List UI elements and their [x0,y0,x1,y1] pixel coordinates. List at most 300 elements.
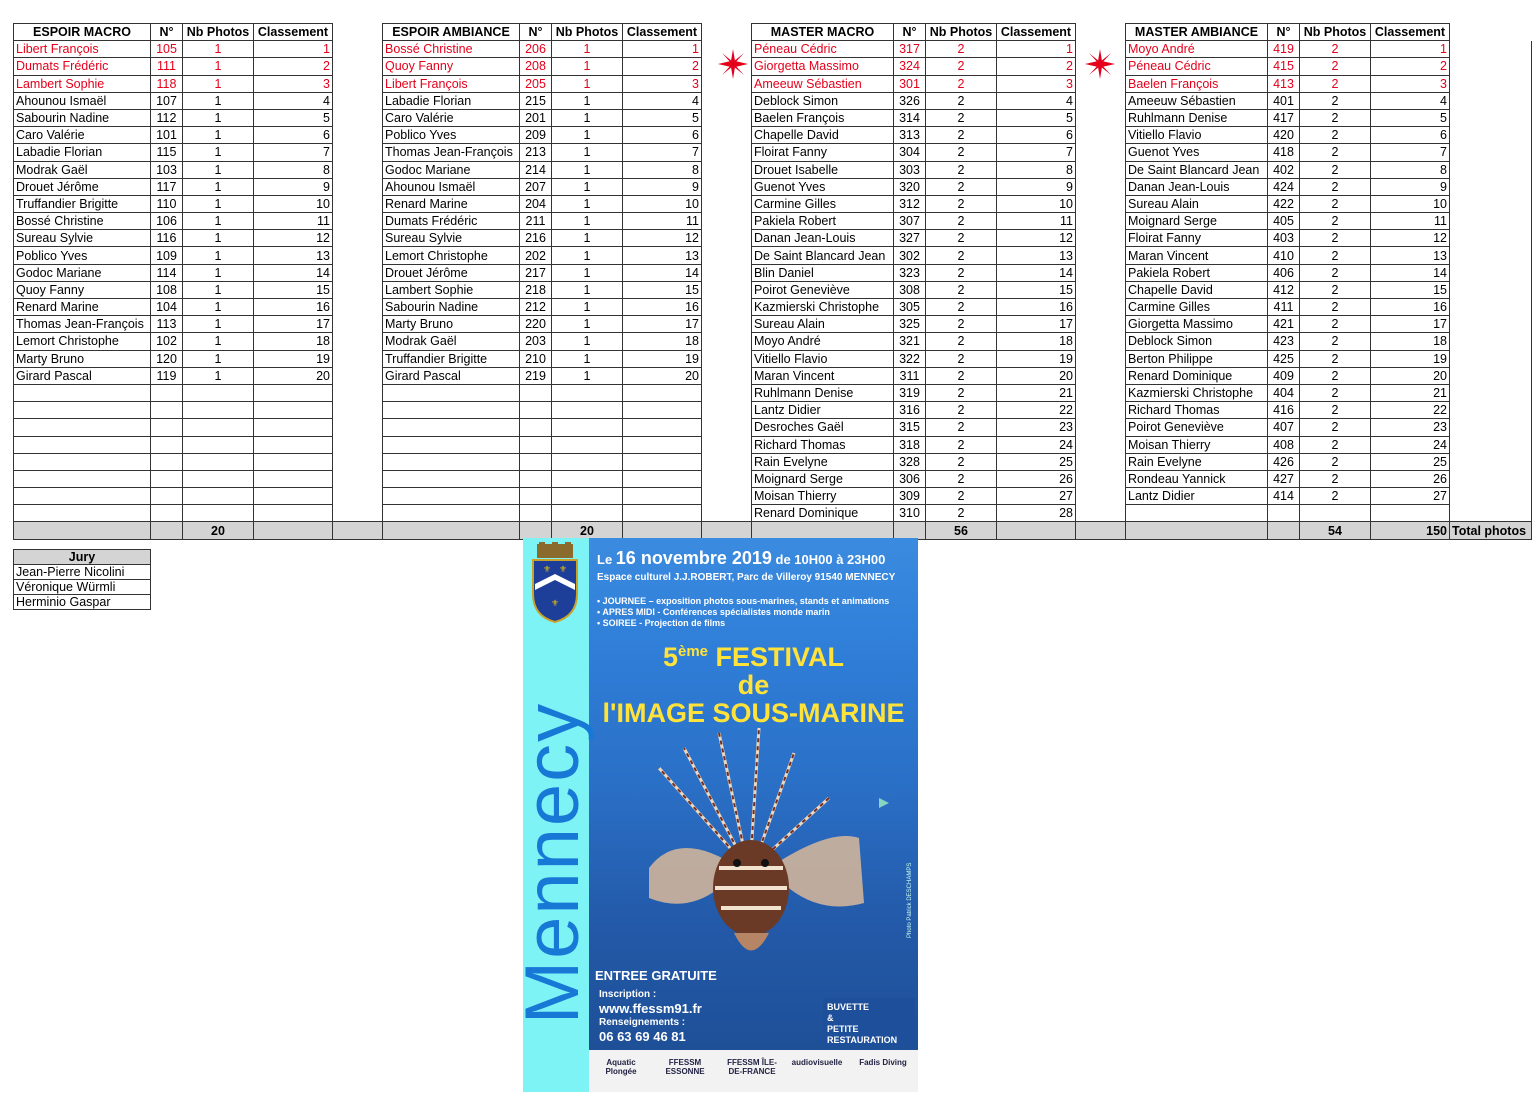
photos-cell: 2 [926,402,997,419]
name-cell [1126,505,1268,522]
column-header: Nb Photos [926,24,997,41]
number-cell [151,419,183,436]
number-cell: 108 [151,281,183,298]
photos-cell: 1 [183,333,254,350]
name-cell: De Saint Blancard Jean [1126,161,1268,178]
table-row [14,195,1532,212]
photos-cell [183,505,254,522]
photos-cell: 2 [926,299,997,316]
number-cell: 323 [894,264,926,281]
rank-cell: 10 [254,195,333,212]
photos-cell [1300,505,1371,522]
number-cell [151,384,183,401]
photos-cell: 2 [926,144,997,161]
rank-cell: 23 [997,419,1076,436]
name-cell: Floirat Fanny [752,144,894,161]
rank-cell: 14 [1371,264,1450,281]
total-cell [14,522,151,539]
photos-cell: 1 [552,178,623,195]
photos-cell: 2 [1300,333,1371,350]
photos-cell: 2 [926,161,997,178]
photos-cell: 2 [1300,127,1371,144]
spacer-cell [333,436,383,453]
spacer-cell [1450,247,1532,264]
column-header: N° [151,24,183,41]
rank-cell: 7 [623,144,702,161]
rank-cell: 16 [254,299,333,316]
name-cell: Truffandier Brigitte [383,350,520,367]
name-cell: Labadie Florian [383,92,520,109]
rank-cell [1371,505,1450,522]
photos-cell [183,402,254,419]
rank-cell: 4 [997,92,1076,109]
photos-cell: 2 [926,109,997,126]
rank-cell: 14 [254,264,333,281]
spacer-cell [1450,161,1532,178]
photos-cell: 2 [1300,419,1371,436]
photos-cell: 1 [552,247,623,264]
name-cell: Poirot Geneviève [752,281,894,298]
rank-cell: 4 [1371,92,1450,109]
star-icon [1085,49,1115,79]
table-row [14,178,1532,195]
photos-total-cell: 54 [1300,522,1371,539]
photos-cell: 2 [926,367,997,384]
spacer-cell [333,384,383,401]
table-row [14,419,1532,436]
rank-cell: 21 [997,384,1076,401]
name-cell: Ahounou Ismaël [14,92,151,109]
rank-cell: 23 [1371,419,1450,436]
total-cell [520,522,552,539]
spacer-cell [1450,195,1532,212]
number-cell: 422 [1268,195,1300,212]
number-cell: 111 [151,58,183,75]
number-cell: 213 [520,144,552,161]
spacer-cell [333,230,383,247]
photos-cell: 1 [183,264,254,281]
name-cell: Lambert Sophie [383,281,520,298]
number-cell [151,453,183,470]
name-cell: Libert François [14,41,151,58]
rank-cell: 27 [1371,488,1450,505]
spacer-cell [702,264,752,281]
number-cell: 325 [894,316,926,333]
buvette-line: & [827,1013,834,1023]
photos-cell: 2 [1300,350,1371,367]
rank-cell: 6 [254,127,333,144]
name-cell [383,384,520,401]
spacer-cell [1450,58,1532,75]
buvette-line: PETITE [827,1024,859,1034]
spacer-cell [1076,367,1126,384]
spacer-cell [702,436,752,453]
number-cell: 118 [151,75,183,92]
number-cell: 307 [894,213,926,230]
number-cell: 210 [520,350,552,367]
jury-table [13,549,151,610]
number-cell: 114 [151,264,183,281]
name-cell: Berton Philippe [1126,350,1268,367]
name-cell: Blin Daniel [752,264,894,281]
photos-cell: 2 [1300,75,1371,92]
total-cell [254,522,333,539]
number-cell: 401 [1268,92,1300,109]
photos-cell [552,402,623,419]
photos-cell: 1 [552,213,623,230]
rank-cell: 20 [254,367,333,384]
photos-cell: 1 [552,41,623,58]
rank-cell [623,402,702,419]
sponsor-logo: FFESSM ÎLE-DE-FRANCE [727,1058,777,1076]
photos-cell: 2 [1300,264,1371,281]
photos-cell: 1 [183,281,254,298]
number-cell: 116 [151,230,183,247]
number-cell: 419 [1268,41,1300,58]
number-cell: 215 [520,92,552,109]
photos-cell: 2 [1300,281,1371,298]
spacer-cell [1076,299,1126,316]
name-cell: Carmine Gilles [1126,299,1268,316]
photos-cell: 1 [183,178,254,195]
info-phone: 06 63 69 46 81 [599,1029,686,1044]
name-cell: Ruhlmann Denise [1126,109,1268,126]
number-cell: 113 [151,316,183,333]
column-header: N° [1268,24,1300,41]
rank-cell: 24 [1371,436,1450,453]
name-cell: Rain Evelyne [752,453,894,470]
number-cell: 302 [894,247,926,264]
number-cell: 311 [894,367,926,384]
lionfish-image [589,728,918,968]
spacer-cell [333,264,383,281]
number-cell: 413 [1268,75,1300,92]
jury-title: Jury [14,550,151,565]
spacer-cell [1450,264,1532,281]
rank-cell: 3 [623,75,702,92]
photos-cell: 2 [1300,41,1371,58]
spacer-cell [702,402,752,419]
number-cell: 120 [151,350,183,367]
column-header: ESPOIR MACRO [14,24,151,41]
name-cell: Péneau Cédric [752,41,894,58]
spacer-cell [333,419,383,436]
photos-cell: 1 [183,58,254,75]
name-cell: Maran Vincent [752,367,894,384]
photos-cell: 1 [552,144,623,161]
photos-total-cell: 56 [926,522,997,539]
rank-cell: 16 [623,299,702,316]
photos-cell [552,488,623,505]
spacer-cell [333,24,383,41]
spacer-cell [333,161,383,178]
name-cell: Bossé Christine [383,41,520,58]
photos-cell: 1 [552,109,623,126]
name-cell: Moisan Thierry [1126,436,1268,453]
number-cell: 202 [520,247,552,264]
column-header: Classement [997,24,1076,41]
total-cell [894,522,926,539]
photos-cell: 1 [552,230,623,247]
name-cell: Sureau Sylvie [383,230,520,247]
spacer-cell [702,230,752,247]
column-header: Classement [623,24,702,41]
date-main: 16 novembre 2019 [615,548,772,568]
spacer-cell [1076,24,1126,41]
rank-cell: 8 [623,161,702,178]
name-cell: Carmine Gilles [752,195,894,212]
name-cell: Marty Bruno [383,316,520,333]
number-cell: 102 [151,333,183,350]
rank-cell: 13 [1371,247,1450,264]
town-crest-icon [529,544,581,624]
program-line: • SOIREE - Projection de films [597,618,726,628]
name-cell: Godoc Mariane [14,264,151,281]
rank-cell: 7 [254,144,333,161]
photos-cell: 2 [1300,109,1371,126]
photos-cell: 2 [926,384,997,401]
rank-cell: 27 [997,488,1076,505]
rank-cell: 11 [1371,213,1450,230]
rank-cell: 17 [1371,316,1450,333]
name-cell: Kazmierski Christophe [752,299,894,316]
name-cell: Bossé Christine [14,213,151,230]
rank-cell: 9 [1371,178,1450,195]
number-cell [520,402,552,419]
name-cell: Richard Thomas [1126,402,1268,419]
spacer-cell [333,470,383,487]
photos-cell: 2 [1300,144,1371,161]
number-cell: 415 [1268,58,1300,75]
rank-cell [623,488,702,505]
rank-cell: 17 [997,316,1076,333]
photos-total-cell: 20 [183,522,254,539]
spacer-cell [1450,281,1532,298]
table-row [14,213,1532,230]
rank-cell: 18 [623,333,702,350]
total-cell [1268,522,1300,539]
photos-cell: 2 [926,505,997,522]
rank-cell: 26 [1371,470,1450,487]
name-cell: Sabourin Nadine [383,299,520,316]
buvette-line: BUVETTE [827,1002,870,1012]
rank-cell: 9 [623,178,702,195]
photos-cell: 2 [926,436,997,453]
photos-cell: 1 [552,195,623,212]
rank-cell: 18 [1371,333,1450,350]
rank-cell: 6 [997,127,1076,144]
rank-cell: 2 [254,58,333,75]
photos-cell: 1 [183,299,254,316]
number-cell [520,470,552,487]
name-cell [383,402,520,419]
photos-cell: 2 [926,92,997,109]
name-cell: Renard Marine [14,299,151,316]
name-cell: Dumats Frédéric [383,213,520,230]
rank-cell: 19 [997,350,1076,367]
rank-cell: 1 [1371,41,1450,58]
number-cell: 208 [520,58,552,75]
rank-cell: 20 [1371,367,1450,384]
jury-member: Véronique Würmli [14,580,151,595]
spacer-cell [702,367,752,384]
rank-cell: 22 [997,402,1076,419]
number-cell: 403 [1268,230,1300,247]
photos-cell: 1 [552,127,623,144]
number-cell: 416 [1268,402,1300,419]
name-cell: Modrak Gaël [14,161,151,178]
table-row [14,281,1532,298]
spacer-cell [1076,195,1126,212]
photos-cell: 2 [1300,58,1371,75]
name-cell: Moisan Thierry [752,488,894,505]
name-cell: Baelen François [1126,75,1268,92]
spacer-cell [1076,384,1126,401]
rank-cell: 16 [997,299,1076,316]
spacer-cell [702,195,752,212]
rank-cell: 3 [1371,75,1450,92]
name-cell: Sabourin Nadine [14,109,151,126]
rank-cell [254,470,333,487]
photos-cell: 1 [183,367,254,384]
rank-cell: 5 [1371,109,1450,126]
number-cell: 407 [1268,419,1300,436]
sponsor-logo: FFESSM ESSONNE [665,1058,705,1076]
total-cell [623,522,702,539]
photos-cell: 2 [1300,402,1371,419]
spacer-cell [1450,299,1532,316]
poster-program [597,596,889,629]
rank-cell [623,436,702,453]
name-cell: Ahounou Ismaël [383,178,520,195]
name-cell: Ameeuw Sébastien [752,75,894,92]
number-cell: 308 [894,281,926,298]
name-cell: Giorgetta Massimo [752,58,894,75]
spacer-cell [1450,109,1532,126]
spacer-cell [702,178,752,195]
sponsor-logo: Fadis Diving [859,1058,907,1067]
table-row [14,144,1532,161]
photos-cell: 1 [183,161,254,178]
photos-cell [552,384,623,401]
name-cell: Renard Dominique [1126,367,1268,384]
number-cell: 205 [520,75,552,92]
photos-cell: 1 [183,75,254,92]
spacer-cell [333,195,383,212]
rank-cell: 6 [623,127,702,144]
total-row [14,522,1532,539]
name-cell: De Saint Blancard Jean [752,247,894,264]
grand-total-label: Total photos [1450,522,1532,539]
column-header: Nb Photos [552,24,623,41]
table-row [14,75,1532,92]
number-cell: 418 [1268,144,1300,161]
photos-cell: 2 [926,281,997,298]
rank-cell: 5 [623,109,702,126]
photos-cell [183,436,254,453]
number-cell [151,505,183,522]
program-line: • APRES MIDI - Conférences spécialistes monde marin [597,607,830,617]
table-row [14,299,1532,316]
spacer-cell [1076,402,1126,419]
spacer-cell [702,488,752,505]
spacer-cell [702,350,752,367]
name-cell: Péneau Cédric [1126,58,1268,75]
spacer-cell [333,281,383,298]
spacer-cell [702,453,752,470]
rank-cell: 12 [254,230,333,247]
name-cell: Drouet Jérôme [14,178,151,195]
spacer-cell [1450,24,1532,41]
svg-text:⚜: ⚜ [551,599,560,609]
name-cell: Girard Pascal [14,367,151,384]
number-cell: 310 [894,505,926,522]
name-cell: Kazmierski Christophe [1126,384,1268,401]
name-cell: Rondeau Yannick [1126,470,1268,487]
name-cell: Renard Marine [383,195,520,212]
rank-cell [254,488,333,505]
name-cell: Quoy Fanny [14,281,151,298]
rank-cell: 15 [623,281,702,298]
spacer-cell [1450,75,1532,92]
column-header: Nb Photos [183,24,254,41]
spacer-cell [1076,264,1126,281]
name-cell: Sureau Alain [1126,195,1268,212]
number-cell: 105 [151,41,183,58]
spacer-cell [702,419,752,436]
rank-cell: 22 [1371,402,1450,419]
name-cell [383,470,520,487]
rank-cell: 5 [997,109,1076,126]
name-cell: Drouet Jérôme [383,264,520,281]
spacer-cell [1450,470,1532,487]
photos-cell [183,384,254,401]
rank-cell: 9 [254,178,333,195]
photos-cell: 1 [183,41,254,58]
spacer-cell [333,75,383,92]
spacer-cell [333,299,383,316]
rank-cell: 12 [1371,230,1450,247]
number-cell: 220 [520,316,552,333]
name-cell: Pakiela Robert [752,213,894,230]
rank-cell: 25 [1371,453,1450,470]
total-cell [752,522,894,539]
number-cell: 304 [894,144,926,161]
spacer-cell [1076,333,1126,350]
spacer-cell [333,247,383,264]
photos-cell: 1 [183,247,254,264]
number-cell: 206 [520,41,552,58]
rank-cell: 26 [997,470,1076,487]
photos-cell [183,488,254,505]
name-cell: Guenot Yves [1126,144,1268,161]
photos-cell [183,453,254,470]
rank-cell: 17 [254,316,333,333]
column-header: N° [520,24,552,41]
photos-cell: 2 [1300,367,1371,384]
number-cell: 411 [1268,299,1300,316]
spacer-cell [1450,127,1532,144]
number-cell [520,436,552,453]
column-header: ESPOIR AMBIANCE [383,24,520,41]
number-cell: 119 [151,367,183,384]
photos-cell: 1 [183,92,254,109]
photos-cell: 2 [1300,92,1371,109]
spacer-cell [1076,127,1126,144]
name-cell: Renard Dominique [752,505,894,522]
spacer-cell [702,213,752,230]
name-cell: Chapelle David [752,127,894,144]
